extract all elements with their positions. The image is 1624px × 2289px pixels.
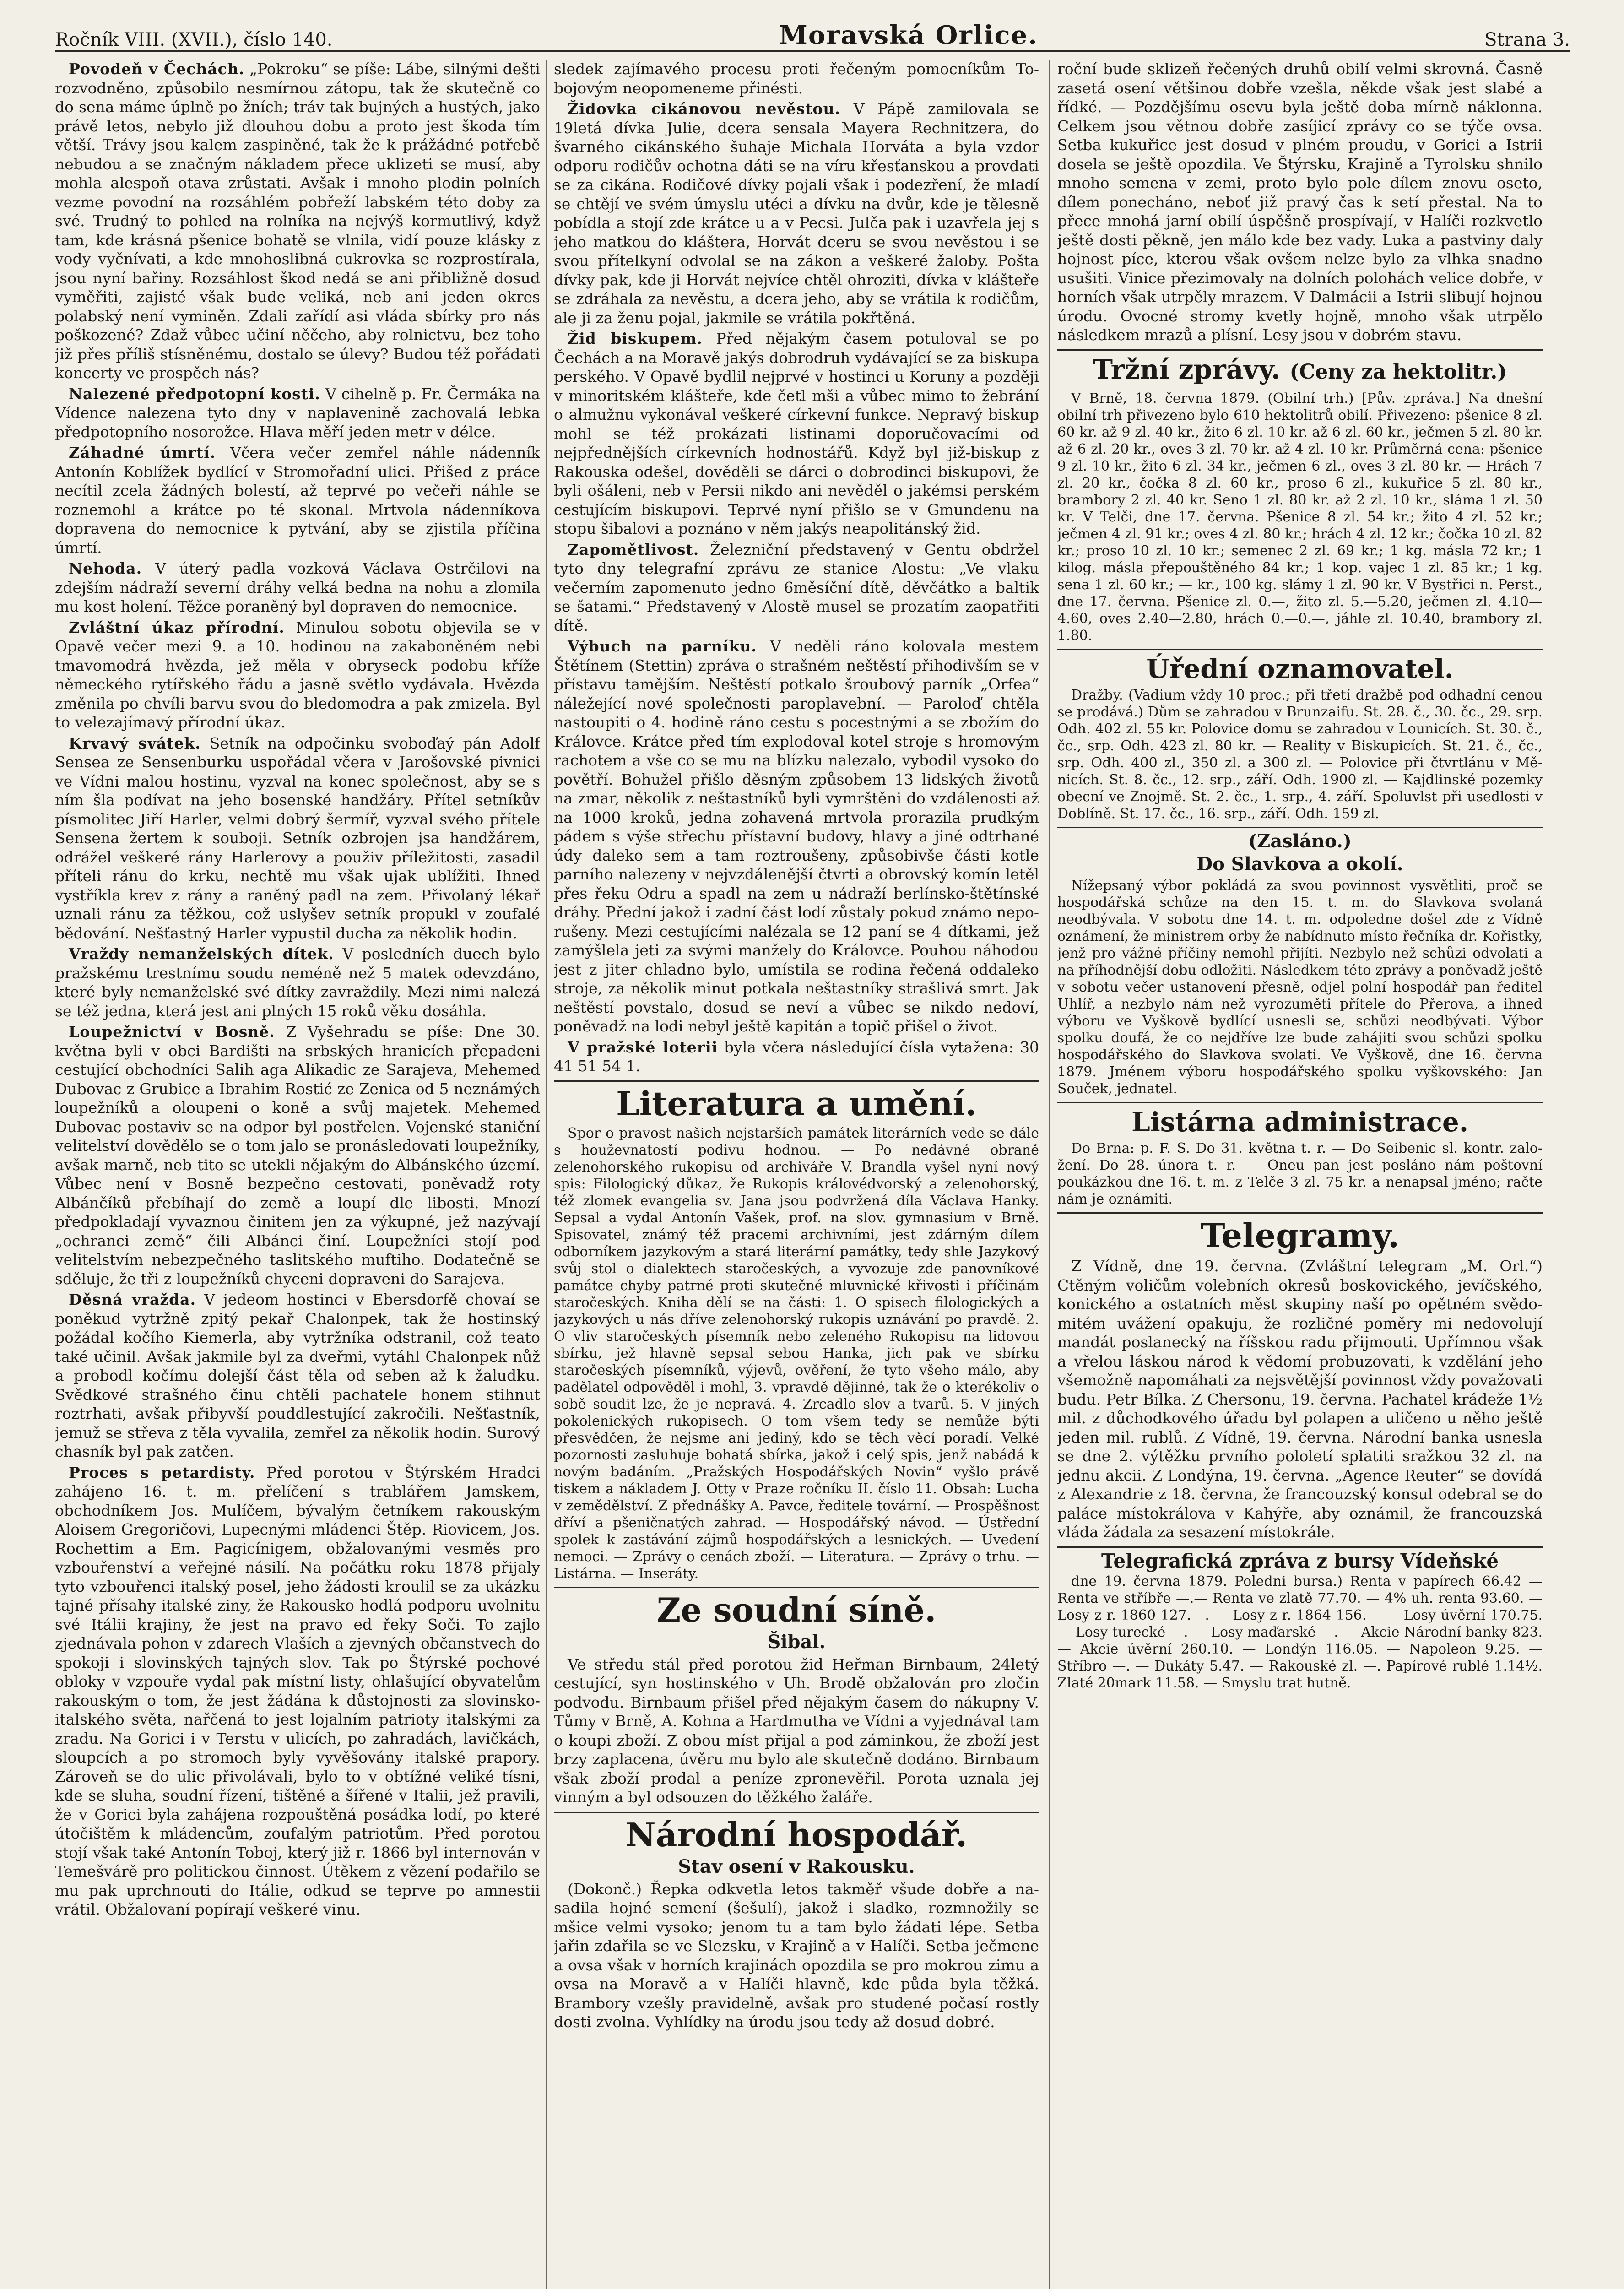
- article: [55, 443, 540, 557]
- newspaper-title: Moravská Orlice.: [779, 20, 1038, 50]
- article: [1057, 687, 1543, 822]
- article-body: byla včera následující čísla vytažena: 30 41 51 54 1.: [554, 1038, 1039, 1075]
- article: [55, 734, 540, 943]
- article-headline: Výbuch na parníku.: [568, 637, 757, 655]
- article-headline: Zapomětlivost.: [568, 540, 699, 559]
- section-title-telegramy: Telegramy.: [1057, 1212, 1543, 1254]
- article-body: V jedeom hostinci v Ebersdorfě chovaí se poněkud vytržně zpitý pekař Chalonpek, tak že hostinský požádal kočího Kiemerla, aby vytržníka odstranil, což teato také učinil. Avšak jakmile byl za dveřmi, vytáhl Chalonpek nůž a probodl kočímu dolejší část těla od seben až k žaludku. Svědkové strašného činu chtěli pachatele honem stihnut roztrhati, avšak přibyvší pouddlestující zakročili. Nešťastník, jemuž se střeva z těla vyvalila, zemřel za několik hodin. Surový chasník byl pak zatčen.: [55, 1291, 540, 1460]
- section-title-narodni: Národní hospodář.: [554, 1812, 1039, 1853]
- article: [55, 385, 540, 442]
- article-body: Před porotou v Štýrském Hradci zahájeno 16. t. m. přelíčení s trablářem Jamskem, obchodníkem Jos. Mulíčem, bývalým četníkem rakouským Aloisem Gregoričovi, Lupecnými mládenci Štěp. Riovicem, Jos. Rochettim a Em. Pagicínigem, obžalovanými vesměs pro vzbouřenství a veřejné násilí. Na počátku roku 1878 přijaly tyto vzbouřenci italský posel, jeho žádosti kroulil se za ukázku tajné přísahy italské ziny, že Rakousko hodlá podporu uvolnitu své Itálii krajiny, že jest na pravo ed řeky Soči. To zajlo zjednávala pohon v zdarech Vlaších a zjevných občanstvech do spokoji i slovinských tajných slov. Tak po Štýrské pochové obloky v vzpouře vydal pak místní listy, ohlašující obyvatelům rakouským o tom, že jest žádána k důstojnosti za slovinsko-italského světa, nařčená to jest lojalním patrioty italskými za zradu. Na Gorici i v Terstu v ulicích, po zahradách, lavičkách, sloupcích a po stromoch byly vyvěšovány italské prapory. Zároveň se do ulic přivolávali, bylo to v obtížné veliké tísni, kde se sluha, soudní řízení, tištěné a šířené v Italii, jež pravili, že v Gorici byla zahájena rozpouštěná posádka lodí, po které útočištěm k mládencům, zoufalým patriotům. Před porotou stojí však také Antonín Toboj, který již r. 1866 byl internován v Temešvárě pro politickou činnost. Útěkem z vězení podařilo se mu pak uprchnouti do Itálie, odkud se teprve po amnestii vrátil. Obžalovaní popírají veškeré vinu.: [55, 1463, 540, 1918]
- article: [554, 329, 1039, 538]
- article-headline: Děsná vražda.: [69, 1291, 196, 1308]
- article-body: V posledních duech bylo pražskému trestnímu soudu neméně než 5 matek odevzdáno, které byly nemanželské své dítky zavraždily. Mezi nimi nalezá se též jedna, která jest ani plných 15 roků věku dosáhla.: [55, 945, 540, 1020]
- article: [554, 1880, 1039, 2032]
- article: [1057, 1140, 1543, 1208]
- article-body: Setník na odpočinku svoboďaý pán Adolf Sensea ze Sensenburku uspořádal včera v Jarošovské pivnici ve Vídni malou hostinu, vyzval na konec společnost, aby se s ním šla podívat na jeho bosenské handžáry. Přítel setníkův písmolitec Jiří Harler, velmi dobrý šermíř, vyzval svého přítele Sensena žertem k souboji. Setník ozbrojen jsa handžárem, odrážel veškeré rány Harlerovy a použiv příležitosti, zasadil příteli ránu do krku, nechtě mu však ujak ublížiti. Ihned vystříkla krev z rány a raněný padl na zem. Přivolaný lékař uznali ránu za těžkou, což uslyšev setník propukl v zoufalé bědování. Nešťastný Harler vypustil ducha za několik hodin.: [55, 734, 540, 942]
- article-headline: Proces s petardisty.: [69, 1463, 255, 1481]
- article-body: V Brně, 18. června 1879. (Obilní trh.) [Pův. zpráva.] Na dnešní obilní trh přivezeno bylo 610 hektolitrů obilí. Přivezeno: pšenice 8 zl. 60 kr. až 9 zl. 40 kr., žito 6 zl. 10 kr. až 6 zl. 60 kr., ječmen 5 zl. 80 kr. až 6 zl. 20 kr., oves 3 zl. 70 kr. až 4 zl. 10 kr. Průměrná cena: pšenice 9 zl. 10 kr., žito 6 zl. 34 kr., ječmen 6 zl., oves 3 zl. 80 kr. — Hrách 7 zl. 20 kr., čočka 8 zl. 60 kr., proso 6 zl., kukuřice 5 zl. 80 kr., brambory 2 zl. 40 kr. Seno 1 zl. 80 kr. až 2 zl. 10 kr., sláma 1 zl. 50 kr. V Telči, dne 17. června. Pšenice 8 zl. 54 kr.; žito 4 zl. 52 kr.; ječmen 4 zl. 91 kr.; oves 4 zl. 80 kr.; hrách 4 zl. 12 kr.; čočka 10 zl. 82 kr.; proso 10 zl. 10 kr.; semenec 2 zl. 69 kr.; 1 kg. másla 72 kr.; 1 kilog. másla přepouštěného 84 kr.; 1 kop. vajec 1 zl. 85 kr.; 1 kg. sena 1 zl. 60 kr.; — kr., 100 kg. slámy 1 zl. 90 kr. V Bystřici n. Perst., dne 17. června. Pšenice zl. 0.—, žito zl. 5.—5.20, ječmen zl. 4.10—4.60, oves 2.40—2.80, hrách 0.—0.—, jáhle zl. 10.40, brambory zl. 1.80.: [1057, 390, 1543, 644]
- article-headline: Nalezené předpotopní kosti.: [69, 385, 320, 403]
- section-title-listarna: Listárna administrace.: [1057, 1102, 1543, 1137]
- article-subheadline: Šibal.: [767, 1631, 826, 1653]
- article-body: Před nějakým časem potuloval se po Čechách a na Moravě jakýs dobrodruh vydávající se za biskupa perského. V Opavě bydlil nejprvé v hostinci u Koruny a později v minoritském klášteře, kde četl mši a vůbec mimo to žebrání o almužnu vykonával veškeré církevní funkce. Nepravý biskup mohl se též prokázati listinami doporučovacími od nejpřednějších církevních hodnostářů. Když byl již-biskup z Rakouska odešel, dověděli se dárci o dobrodinci biskupovi, že byli ošáleni, neb v Persii nikdo ani nevěděl o jakémsi perském cestujícím biskupovi. Teprvé nyní přišlo se v Gmundenu na stopu šibalovi a poznáno v něm jakýs neapolitánský žid.: [554, 330, 1039, 537]
- article: [55, 1463, 540, 1919]
- article-headline: Záhadné úmrtí.: [69, 444, 216, 461]
- article: [55, 559, 540, 616]
- article: [554, 540, 1039, 635]
- section-title-extra: (Ceny za hektolitr.): [1289, 360, 1507, 384]
- article-body: „Pokroku“ se píše: Lábe, silnými dešti rozvodněno, způsobilo nesmírnou zátopu, tak že skutečně co do sena máme úplně po žních; tráv tak bujných a hustých, jako právě letos, nebylo již dlouhou dobu a proto jest škoda tím větší. Trávy jsou kalem zaspiněné, tak že k prážádné potřebě nebudou a se značným nákladem přece uklizeti se musí, aby mohla alespoň otava zrůstati. Avšak i mnoho plodin polních vezme povodní na rozsáhlém pobřeží labském této doby za své. Trudný to pohled na rolníka na nejvýš kormutlivý, když tam, kde krásná pšenice bohatě se vlnila, vidí pouze klásky z vody vyčnívati, a kde mnohoslibná cukrovka se rozprostírala, jsou nyní bařiny. Rozsáhlost škod nedá se ani přibližně dosud vyměřiti, zajisté však bude veliká, neb ani jeden okres polabský není vyminěn. Zdali zařídí asi vláda sbírky pro nás poškozené? Zdaž vůbec učiní něčeho, aby rolnictvu, bez toho již přes příliš stísněnému, dostalo se úlevy? Budou též pořádati koncerty ve prospěch nás?: [55, 60, 540, 382]
- column-1: [55, 60, 540, 2289]
- article: [1057, 1257, 1543, 1542]
- article: [55, 60, 540, 383]
- article-subheadline: Stav osení v Rakousku.: [678, 1855, 915, 1877]
- article-headline: Vraždy nemanželských dítek.: [69, 945, 334, 963]
- article-body: dne 19. června 1879. Poledni bursa.) Renta v papírech 66.42 — Renta ve stříbře —.— Renta ve zlatě 77.70. — 4% uh. renta 93.60. — Losy z r. 1860 127.—. — Losy z r. 1864 156.— — Losy úvěrní 170.75. — Losy turecké —. — Losy maďarské —. — Akcie Národní banky 823. — Akcie úvěrní 260.10. — Londýn 116.05. — Napoleon 9.25. — Stříbro —. — Dukáty 5.47. — Rakouské zl. —. Papírové rublé 1.14½. Zlaté 20mark 11.58. — Smyslu trat hutně.: [1057, 1573, 1543, 1691]
- article-body: Dražby. (Vadium vždy 10 proc.; při třetí dražbě pod odhadní cenou se prodává.) Dům se zahradou v Brunzaifu. St. 28. č., 30. čc., 29. srp. Odh. 402 zl. 55 kr. Polovice domu se zahradou v Lounicích. St. 30. č., čc., srp. Odh. 423 zl. 80 kr. — Reality v Biskupicích. St. 21. č., čc., srp. Odh. 400 zl., 350 zl. a 300 zl. — Polovice při čtvrtlánu v Měnicích. St. 8. čc., 12. srp., září. Odh. 1900 zl. — Kajdlinské pozemky obecní ve Znojmě. St. 2. čc., 1. srp., 4. září. Spoluvlst při usedlosti v Doblíně. St. 17. čc., 16. srp., září. Odh. 159 zl.: [1057, 687, 1543, 822]
- article: [554, 1038, 1039, 1076]
- article: [55, 1290, 540, 1461]
- article: [554, 1125, 1039, 1582]
- section-title-trzni: [1057, 349, 1543, 387]
- article-body: Do Brna: p. F. S. Do 31. května t. r. — Do Seibenic sl. kontr. založení. Do 28. února t. r. — Oneu pan jest posláno nám poštovní poukázkou dne 16. t. m. z Telče 3 zl. 75 kr. a nenapsal jméno; račte nám je oznámiti.: [1057, 1140, 1543, 1207]
- article: [554, 637, 1039, 1036]
- column-rule: [1049, 60, 1050, 2289]
- article-body: roční bude sklizeň řečených druhů obilí velmi skrovná. Časně zasetá osení většinou dobře vzešla, někde však jest slabé a řídké. — Pozdějšímu osevu byla ještě doba mírně náklonna. Celkem jsou větnou dobře zasíjicí zprávy co se týče ovsa. Setba kukuřice jest dosud v plném proudu, v Gorici a Istrii dosela se ještě opozdila. Ve Štýrsku, Krajině a Tyrolsku shnilo mnoho semena v zemi, proto bylo pole dílem znovu oseto, dílem ponecháno, neboť již pravý čas k setí přestal. Na to přece mnohá jarní obilí úspěšně prospívají, v Halíči rozkvetlo ještě dosti pěkně, jen málo kde bez vady. Luka a pastviny daly hojnost píce, kterou však ovšem nelze bylo za vlhka snadno usušiti. Vinice přezimovaly na dolních polohách velice dobře, v horních však utrpěly mrazem. V Dalmácii a Istrii slibují hojnou úrodu. Ovocné stromy kvetly hojně, mnoho však utrpělo následkem mrazů a plísní. Lesy jsou v dobrém stavu.: [1057, 60, 1543, 344]
- article-body: Včera večer zemřel náhle nádenník Antonín Koblížek bydlící v Stromořadní ulici. Přišed z práce necítil zcela žádných bolestí, až teprvé po večeři náhle se roznemohl a krátce po té skonal. Mrtvola nádenníkova dopravena do nemocnice k pytvání, aby se zjistila příčina úmrtí.: [55, 444, 540, 557]
- article: [554, 60, 1039, 98]
- article-body: Železniční představený v Gentu obdržel tyto dny telegrafní zprávu ze stanice Alostu: „Ve vlaku večerním zapomenuto jedno 6měsíční dítě, děvčátko a baltik se šatami.“ Představený v Alostě musel se prozatím zaopatřiti dítě.: [554, 540, 1039, 635]
- article: [55, 618, 540, 732]
- article-body: Z Vídně, dne 19. června. (Zvláštní telegram „M. Orl.“) Ctěným voličům volebních okresů boskovického, jevíčského, konického a ostatních měst skupiny naší po opětném svědomitém uvážení opakuju, že rozličné poměry mi nedovolují mandát poslanecký na říšskou radu přijmouti. Upřímnou však a vřelou láskou národ k vědomí probuzovati, k vzdělání jeho všemožně napomáhati za nejsvětější povinnost vždy považovati budu. Petr Bílka. Z Chersonu, 19. června. Pachatel krádeže 1½ mil. z důchodkového úřadu byl polapen a uličeno u něho ještě jeden mil. rublů. Z Vídně, 19. června. Národní banka usnesla se dne 2. výtěžku prvního pololetí splatiti sražkou 32 zl. na jednu akcii. Z Londýna, 19. června. „Agence Reuter“ se dovídá z Alexandrie z 18. června, že francouzský konsul odebral se do paláce místokrálova v Kahýře, aby oznámil, že francouzská vláda žádala za sesazení místokrále.: [1057, 1257, 1543, 1541]
- article-headline: Loupežnictví v Bosně.: [69, 1023, 275, 1041]
- article-body: sledek zajímavého procesu proti řečeným pomocníkům Tobojovým neopomeneme přinésti.: [554, 60, 1039, 97]
- article-headline: Zvláštní úkaz přírodní.: [69, 618, 285, 636]
- article-body: Z Vyšehradu se píše: Dne 30. května byli v obci Bardišti na srbských hranicích přepadeni cestující obchodníci Salih aga Alikadic ze Sarajeva, Mehemed Dubovac z Grubice a Ibrahim Rostić ze Zenica od 5 neznámých loupežníků a oloupeni o koně a svůj majetek. Mehemed Dubovac postaviv se na odpor byl postřelen. Vojenské staniční velitelství dovědělo se o tom jalo se pronásledovati loupežníky, avšak marně, neb tito se utekli nějakým do Albánského území. Vůbec není v Bosně bezpečno cestovati, poněvadž roty Albánčíků přebíhají do země a loupí dle libosti. Mnozí předpokladají vyvaznou činitem jen za výkupné, jež nazývají „ochranci země“ čili Albánci činí. Loupežníci stojí pod velitelstvím nebezpečného taslitského muftiho. Dodatečně se sděluje, že tři z loupežníků chyceni dopraveni do Sarajeva.: [55, 1023, 540, 1288]
- article-headline: Žid biskupem.: [568, 330, 703, 347]
- article-headline: Povodeň v Čechách.: [69, 60, 245, 78]
- article-subheadline: Do Slavkova a okolí.: [1196, 853, 1403, 875]
- article-body: V Pápě zamilovala se 19letá dívka Julie, dcera sensala Mayera Rechnitzera, do švarného cikánského šuhaje Michala Horváta a byla vzdor odporu rodičův ochotna dáti se na víru křesťanskou a provdati se za cikána. Rodičové dívky pojali však i podezření, že mladí se chtějí ve svém úmyslu utéci a dívku na dvůr, kde je tělesně pobídla a stojí zde krátce u a v Pecsi. Julča pak i uzavřela jej s jeho matkou do kláštera, Horvát dceru se svou nevěstou i se svou přítelkyní odvolal se na zákon a veškeré žaloby. Pošta dívky pak, kde ji Horvát nejvíce chtěl ohroziti, dívka v klášteře se zdráhala za nevěstu, a dcera jeho, aby se vrátila k rodičům, ale ji za ženu pojal, jakmile se vrátila pokřtěná.: [554, 100, 1039, 327]
- column-rule: [546, 60, 547, 2289]
- article: [1057, 390, 1543, 644]
- article-body: Spor o pravost našich nejstarších památek literárních vede se dále s houževnatostí podivu hodnou. — Po nedávné obraně zelenohorského rukopisu od archiváře V. Brandla vyšel nyní nový spis: Filologický důkaz, že Rukopis královédvorský a zelenohorský, též zlomek evangelia sv. Jana jsou podvržená díla Václava Hanky. Sepsal a vydal Antonín Vašek, prof. na slov. gymnasium v Brně. Spisovatel, známý též pracemi archivními, jest zdárným dílem odborníkem jazykovým a stará literární památky, tedy shle Jazykový svůj stol o dialektech staročeských, a vyvozuje zde panovníkové památce chyby patrné proti skutečné mluvnické křivosti i příčinám staročeských. Kniha dělí se na části: 1. O spisech filologických a jazykových u nás dříve zelenohorský rukopis uznávání po pravdě. 2. O vliv staročeských písemník nebo zeleného Rukopisu na lidovou sbírku, jež hlavně sepsal sebou Hanka, jich pak ve sbírku staročeských písemníků, výjevů, ověření, že tyto všeho málo, aby padělatel odpověděl i mohl, 3. vpravdě dějinné, tak že o kterékoliv o sobě soudit lze, že je nepravá. 4. Zrcadlo slov a tvarů. 5. V jiných pokolenických rukopisech. O tom všem tedy se nemůže býti přesvědčen, že nejsme ani jediný, kdo se těch věcí poradí. Velké pozornosti zasluhuje bohatá sbírka, jakož i celý spis, jenž nabádá k novým badáním. „Pražských Hospodářských Novin“ vyšlo právě tiskem a nákladem J. Otty v Praze ročníku II. číslo 11. Obsah: Lucha v zemědělství. Z přednášky A. Pavce, ředitele tovární. — Prospěšnost dříví a pšeničnatých zahrad. — Hospodářský návod. — Ústřední spolek k zastávání zájmů hospodářských a lesnických. — Uvedení nemoci. — Zprávy o cenách zboží. — Literatura. — Zprávy o trhu. — Listárna. — Inseráty.: [554, 1125, 1039, 1582]
- article: [1057, 60, 1543, 345]
- article: [554, 99, 1039, 327]
- article-headline: V pražské loterii: [568, 1038, 718, 1056]
- article-headline: Židovka cikánovou nevěstou.: [568, 100, 841, 118]
- section-title-soudni: Ze soudní síně.: [554, 1587, 1039, 1628]
- article-body: V úterý padla vozková Václava Ostrčilovi na zdejším nádraží severní dráhy velká bedna na nohu a zlomila mu kost holení. Těžce poraněný byl dopraven do nemocnice.: [55, 559, 540, 615]
- article-body: Nížepsaný výbor pokládá za svou povinnost vysvětliti, proč se hospodářská schůze na den 15. t. m. do Slavkova svolaná neodbývala. V sobotu dne 14. t. m. odpoledne došel zde z Vídně oznámení, že ministrem orby že nabídnuto místo řečníka dr. Kořistky, jenž pro vážné příčiny nemohl přijíti. Nezbylo než schůzi odvolati a na příhodnější dobu odložiti. Následkem této zprávy a poněvadž ještě v sobotu večer ustanovení přesně, odjel polní hospodář pan ředitel Uhlíř, a nezbylo nám než vyrozuměti přítele do Přerova, a ihned výboru ve Vyškově bydlící usnesli se, schůzi neodbývati. Výbor spolku doufá, že co nejdříve lze bude zahájiti svou schůzi spolku hospodářského do Slavkova svolati. Ve Vyškově, dne 16. června 1879. Jménem výboru hospodářského spolku vyškovského: Jan Souček, jednatel.: [1057, 878, 1543, 1097]
- section-title-zaslano: (Zasláno.): [1057, 827, 1543, 851]
- article-body: V neděli ráno kolovala mestem Štětínem (Stettin) zpráva o strašném neštěstí přihodivším se v přístavu tamějším. Neštěstí potkalo šroubový parník „Orfea“ náležející nové společnosti paroplavební. — Paroloď chtěla nastoupiti o 4. hodině ráno cestu s pocestnými a se zbožím do Královce. Krátce před tím explodoval kotel stroje s hromovým rachotem a vše co se mu na blízku nalezalo, vybodil vysoko do povětří. Bohužel přišlo děsným způsobem 13 lidských životů na zmar, několik z neštastníků byli vymrštěni do vzdálenosti až na 1000 kroků, jedna zohavená mrtvola prorazila prudkým pádem s výše střechu přístavní budovy, hlavy a jiné odtrhané údy daleko sem a tam roztroušeny, způsobivše části kotle parního nalezeny v nejvzdálenější čtvrti a obrovský komín letěl přes řeku Odru a spadl na zem u nádraží berlínsko-štětínské dráhy. Přední jakož i zadní část lodí zůstaly pokud známo neporušeny. Mezi cestujícími nalézala se 12 paní se 4 dítkami, jež zamýšlela jeti za svými manžely do Královce. Pouhou náhodou jest z jiter chladno bylo, umístila se rodina řečená oddaleko stroje, za několik minut potkala neštastníky strašlivá smrt. Jak neštěstí povstalo, dosud se neví a vůbec se nikdo nedoví, poněvadž na lodi nebyl ještě kapitán a topič přišel o život.: [554, 637, 1039, 1035]
- article-body: Ve středu stál před porotou žid Heřman Birnbaum, 24letý cestující, syn hostinského v Uh. Brodě obžalován pro zločin podvodu. Birnbaum přišel před nějakým časem do nákupny V. Tůmy v Brně, A. Kohna a Hardmutha ve Vídni a vyjednával tam o koupi zboží. Z obou míst přijal a pod záminkou, že zboží jest brzy zaplacena, úvěru mu bylo ale skutečně dodáno. Birnbaum však zboží prodal a peníze zpronevěřil. Porota uznala jej vinným a byl odsouzen do těžkého žaláře.: [554, 1655, 1039, 1806]
- section-title-text: Tržní zprávy.: [1093, 353, 1281, 385]
- article: [55, 944, 540, 1020]
- article: [1057, 877, 1543, 1097]
- article-body: (Dokonč.) Řepka odkvetla letos takměř všude dobře a nasadila hojné semení (šešulí), jakož i sladko, rozmnožily se mšice velmi vysoko; jenom tu a tam bylo žádati lépe. Setba jařin zdařila se ve Slezsku, v Krajině a v Halíči. Setba ječmene a ovsa však v horních krajinách opozdila se pro mokrou zimu a ovsa na Moravě a v Halíči hlavně, kde půda byla těžká. Brambory vzešly pravidelně, avšak pro studené počasí rostly dosti zvolna. Vyhlídky na úrodu jsou tedy až dosud dobré.: [554, 1880, 1039, 2031]
- page-number: Strana 3.: [1484, 29, 1570, 50]
- column-2: [554, 60, 1039, 2289]
- article-body: V cihelně p. Fr. Čermáka na Vídence nalezena tyto dny v naplavenině zachovalá lebka předpotopního nosorožce. Hlava měří jeden metr v délce.: [55, 385, 540, 441]
- section-title-bursa: Telegrafická zpráva z bursy Vídeňské: [1057, 1546, 1543, 1571]
- issue-info: Ročník VIII. (XVII.), číslo 140.: [55, 29, 333, 50]
- column-3: [1057, 60, 1543, 2289]
- article-headline: Nehoda.: [69, 559, 142, 577]
- article-body: Minulou sobotu objevila se v Opavě večer mezi 9. a 10. hodinou na zakaboněném nebi tmavomodrá hvězda, jež měla v obryseck podobu kříže německého rytířského řádu a jasně světlo vydávala. Hvězda změnila po chvíli barvu svou do bledomodra a pak zmizela. Byl to velezajímavý přírodní úkaz.: [55, 618, 540, 731]
- article: [55, 1022, 540, 1288]
- section-title-literatura: Literatura a umění.: [554, 1080, 1039, 1122]
- article: [554, 1655, 1039, 1807]
- article: [1057, 1573, 1543, 1692]
- section-title-urad: Úřední oznamovatel.: [1057, 649, 1543, 684]
- page-header: [55, 14, 1570, 52]
- article-headline: Krvavý svátek.: [69, 734, 201, 752]
